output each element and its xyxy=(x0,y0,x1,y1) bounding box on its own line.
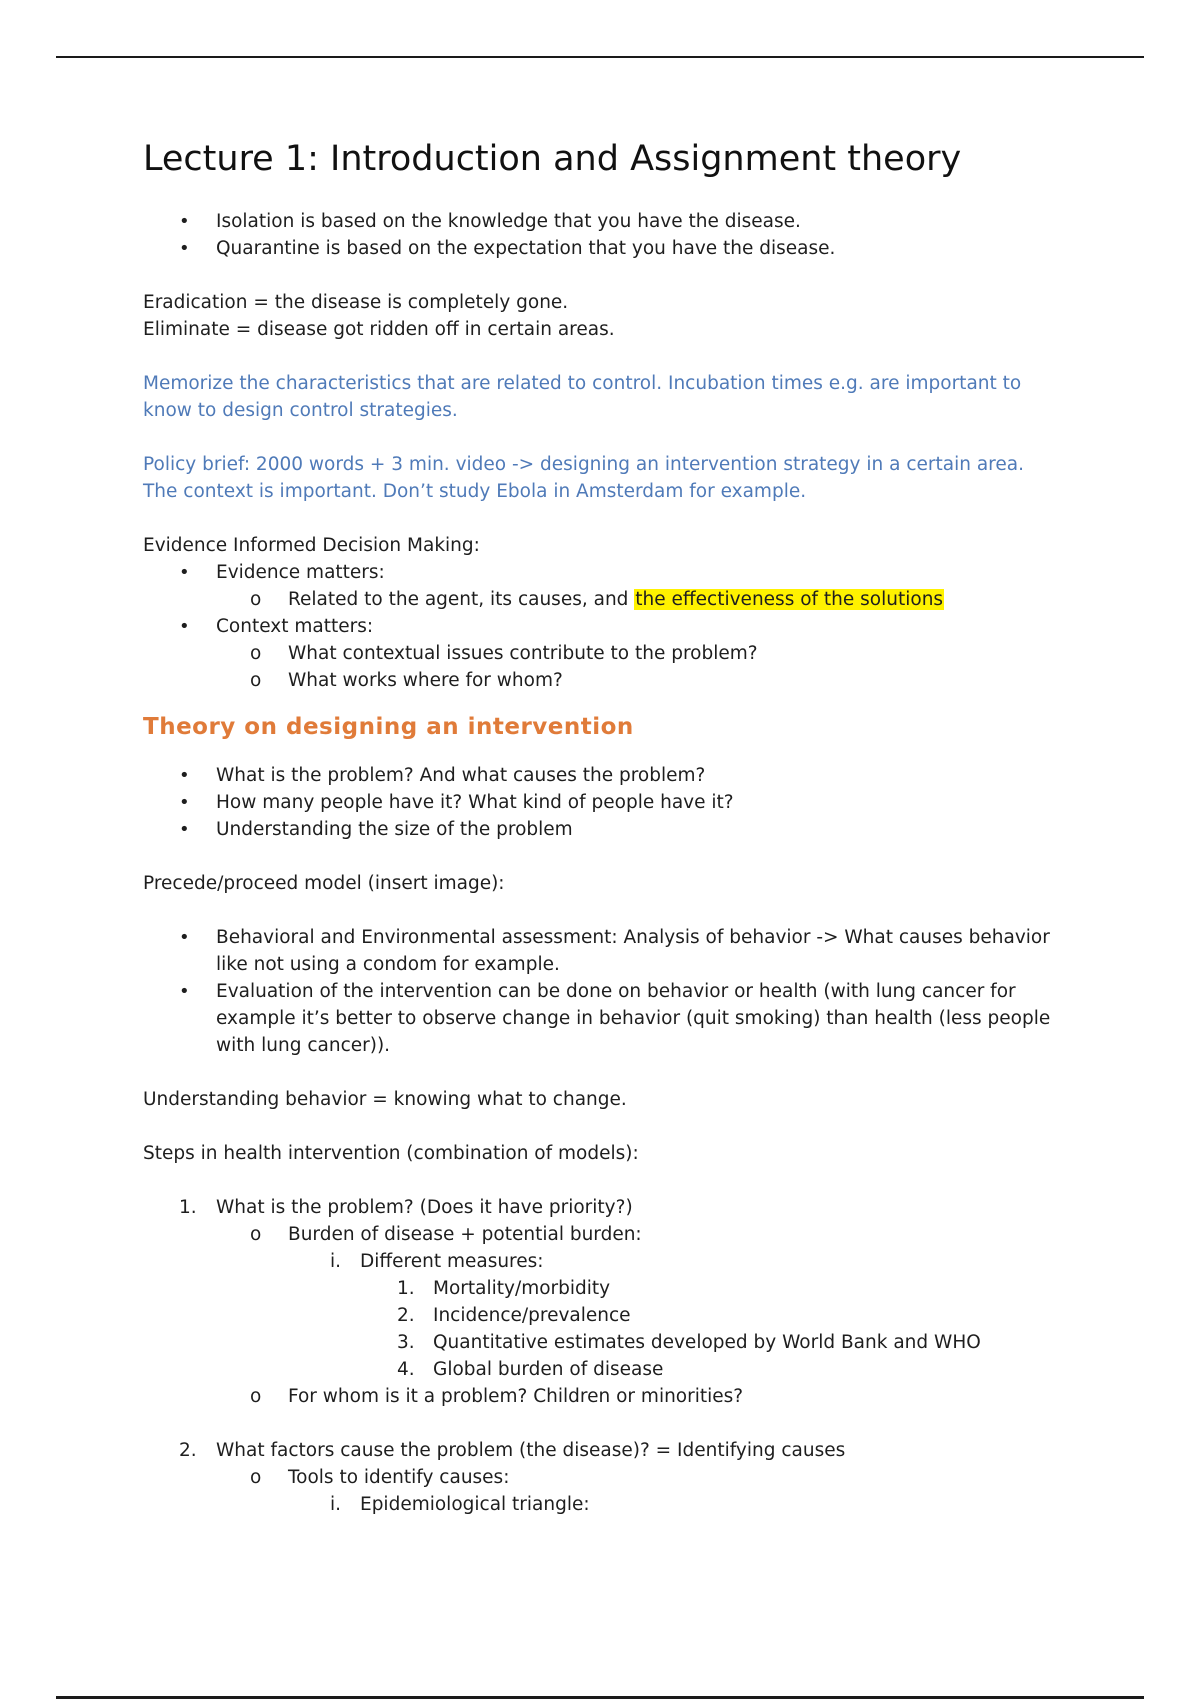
measure-text: Mortality/morbidity xyxy=(433,1278,611,1299)
measure-number: 4. xyxy=(397,1359,415,1380)
definition-eliminate: Eliminate = disease got ridden off in certain areas. xyxy=(143,319,615,340)
roman-text: Different measures: xyxy=(360,1251,544,1272)
measure-item xyxy=(143,1329,1063,1356)
list-item: • What is the problem? And what causes the problem? xyxy=(143,762,1063,789)
sub-list-item: o What contextual issues contribute to the problem? xyxy=(143,640,1063,667)
measure-item xyxy=(143,1275,1063,1302)
step-text: What is the problem? (Does it have priority?) xyxy=(216,1197,633,1218)
steps-heading: Steps in health intervention (combination of models): xyxy=(143,1143,639,1164)
step-text: What factors cause the problem (the disease)? = Identifying causes xyxy=(216,1440,846,1461)
measure-text: Quantitative estimates developed by World Bank and WHO xyxy=(433,1332,981,1353)
understanding-behavior: Understanding behavior = knowing what to change. xyxy=(143,1089,627,1110)
list-item: • Quarantine is based on the expectation that you have the disease. xyxy=(143,235,1063,262)
document-body xyxy=(143,138,1063,1518)
sub-list-item: o For whom is it a problem? Children or minorities? xyxy=(143,1383,1063,1410)
precede-bullet-list xyxy=(143,924,1063,1059)
sub-list-item: o Tools to identify causes: xyxy=(143,1464,1063,1491)
measure-number: 1. xyxy=(397,1278,415,1299)
measure-item xyxy=(143,1356,1063,1383)
roman-item xyxy=(143,1491,1063,1518)
list-item: • Isolation is based on the knowledge that you have the disease. xyxy=(143,208,1063,235)
evidence-sub-text: Related to the agent, its causes, and xyxy=(288,589,635,610)
list-item: • Understanding the size of the problem xyxy=(143,816,1063,843)
measure-number: 2. xyxy=(397,1305,415,1326)
list-item: • Evaluation of the intervention can be done on behavior or health (with lung cancer for example it’s better to observe change in behavior (quit smoking) than health (less people with lung cancer)). xyxy=(143,978,1063,1059)
roman-text: Epidemiological triangle: xyxy=(360,1494,590,1515)
eidm-heading: Evidence Informed Decision Making: xyxy=(143,535,480,556)
step-item xyxy=(143,1437,1063,1464)
roman-numeral: i. xyxy=(330,1494,342,1515)
measure-item xyxy=(143,1302,1063,1329)
sub-list-item: o Burden of disease + potential burden: xyxy=(143,1221,1063,1248)
note-policy-brief: Policy brief: 2000 words + 3 min. video -> designing an intervention strategy in a certain area. The context is important. Don’t study Ebola in Amsterdam for example. xyxy=(143,454,1024,502)
intro-bullet-list xyxy=(143,208,1063,262)
measure-text: Global burden of disease xyxy=(433,1359,664,1380)
footer-rule xyxy=(56,1696,1144,1699)
sub-list-item: o What works where for whom? xyxy=(143,667,1063,694)
list-item: • Context matters: xyxy=(143,613,1063,640)
measure-text: Incidence/prevalence xyxy=(433,1305,631,1326)
roman-item xyxy=(143,1248,1063,1275)
step-number: 2. xyxy=(179,1440,197,1461)
highlighted-text: the effectiveness of the solutions xyxy=(635,589,944,610)
measure-number: 3. xyxy=(397,1332,415,1353)
page-title: Lecture 1: Introduction and Assignment theory xyxy=(143,139,962,179)
step-number: 1. xyxy=(179,1197,197,1218)
list-item: • How many people have it? What kind of people have it? xyxy=(143,789,1063,816)
precede-heading: Precede/proceed model (insert image): xyxy=(143,873,505,894)
theory-bullet-list xyxy=(143,762,1063,843)
list-spacer xyxy=(143,1410,1063,1437)
steps-list xyxy=(143,1194,1063,1518)
section-heading: Theory on designing an intervention xyxy=(143,714,634,740)
sub-list-item xyxy=(143,586,1063,613)
note-memorize: Memorize the characteristics that are related to control. Incubation times e.g. are important to know to design control strategies. xyxy=(143,373,1022,421)
eidm-list xyxy=(143,559,1063,694)
step-item xyxy=(143,1194,1063,1221)
list-item: • Behavioral and Environmental assessment: Analysis of behavior -> What causes behavior like not using a condom for example. xyxy=(143,924,1063,978)
roman-numeral: i. xyxy=(330,1251,342,1272)
definition-eradication: Eradication = the disease is completely gone. xyxy=(143,292,569,313)
header-rule xyxy=(56,56,1144,58)
list-item: • Evidence matters: xyxy=(143,559,1063,586)
